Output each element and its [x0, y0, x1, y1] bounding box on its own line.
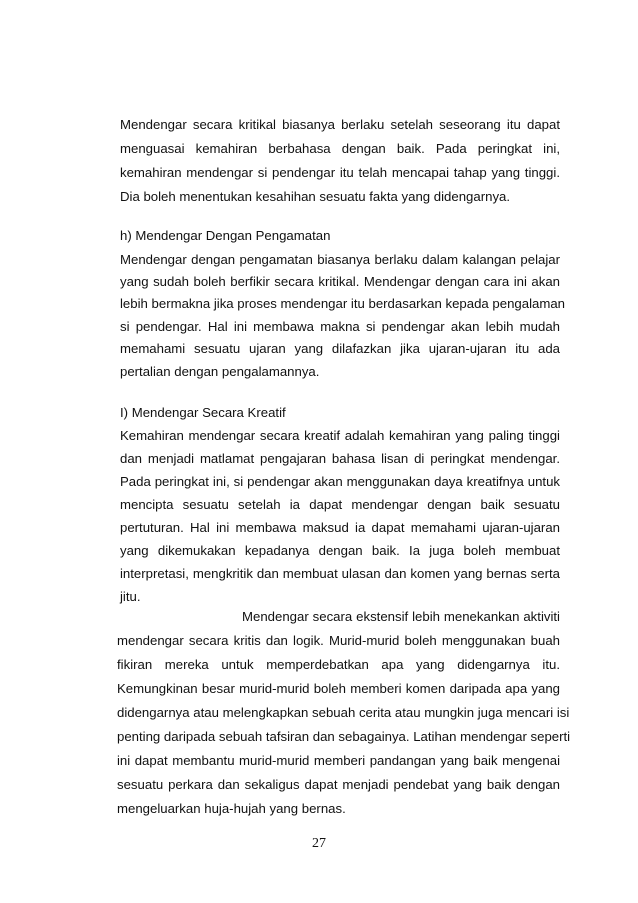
heading-i: I) Mendengar Secara Kreatif: [120, 405, 286, 420]
paragraph-i-line: dan menjadi matlamat pengajaran bahasa lisan di peringkat mendengar.: [120, 451, 560, 466]
paragraph-h-line: lebih bermakna jika proses mendengar itu berdasarkan kepada pengalaman: [120, 296, 565, 311]
paragraph-h-line: si pendengar. Hal ini membawa makna si pendengar akan lebih mudah: [120, 319, 560, 334]
paragraph-i-line: Pada peringkat ini, si pendengar akan menggunakan daya kreatifnya untuk: [120, 474, 560, 489]
paragraph-g-line: kemahiran mendengar si pendengar itu telah mencapai tahap yang tinggi.: [120, 165, 560, 180]
paragraph-final-line: mengeluarkan huja-hujah yang bernas.: [117, 801, 346, 816]
paragraph-h-line: Mendengar dengan pengamatan biasanya berlaku dalam kalangan pelajar: [120, 252, 560, 267]
paragraph-i-line: jitu.: [120, 589, 141, 604]
paragraph-final-first-line: Mendengar secara ekstensif lebih menekankan aktiviti: [242, 609, 560, 624]
paragraph-final-line: didengarnya atau melengkapkan sebuah cerita atau mungkin juga mencari isi: [117, 705, 570, 720]
paragraph-i-line: pertuturan. Hal ini membawa maksud ia dapat memahami ujaran-ujaran: [120, 520, 560, 535]
paragraph-g-line: Mendengar secara kritikal biasanya berlaku setelah seseorang itu dapat: [120, 117, 560, 132]
paragraph-final-line: sesuatu perkara dan sekaligus dapat menjadi pendebat yang baik dengan: [117, 777, 560, 792]
paragraph-g-line: Dia boleh menentukan kesahihan sesuatu fakta yang didengarnya.: [120, 189, 511, 204]
page-number: 27: [312, 836, 326, 851]
paragraph-h-line: memahami sesuatu ujaran yang dilafazkan jika ujaran-ujaran itu ada: [120, 341, 560, 356]
paragraph-i-line: yang dikemukakan kepadanya dengan baik. Ia juga boleh membuat: [120, 543, 560, 558]
paragraph-h-line: yang sudah boleh berfikir secara kritikal. Mendengar dengan cara ini akan: [120, 274, 560, 289]
paragraph-i-line: mencipta sesuatu setelah ia dapat mendengar dengan baik sesuatu: [120, 497, 560, 512]
paragraph-g-line: menguasai kemahiran berbahasa dengan baik. Pada peringkat ini,: [120, 141, 560, 156]
paragraph-final-line: fikiran mereka untuk memperdebatkan apa yang didengarnya itu.: [117, 657, 560, 672]
heading-h: h) Mendengar Dengan Pengamatan: [120, 228, 331, 243]
paragraph-i-line: interpretasi, mengkritik dan membuat ulasan dan komen yang bernas serta: [120, 566, 560, 581]
paragraph-h-line: pertalian dengan pengalamannya.: [120, 364, 320, 379]
paragraph-final-line: ini dapat membantu murid-murid memberi pandangan yang baik mengenai: [117, 753, 560, 768]
paragraph-i-line: Kemahiran mendengar secara kreatif adalah kemahiran yang paling tinggi: [120, 428, 560, 443]
paragraph-final-line: mendengar secara kritis dan logik. Murid-murid boleh menggunakan buah: [117, 633, 560, 648]
paragraph-final-line: penting daripada sebuah tafsiran dan sebagainya. Latihan mendengar seperti: [117, 729, 571, 744]
paragraph-final-line: Kemungkinan besar murid-murid boleh memberi komen daripada apa yang: [117, 681, 560, 696]
